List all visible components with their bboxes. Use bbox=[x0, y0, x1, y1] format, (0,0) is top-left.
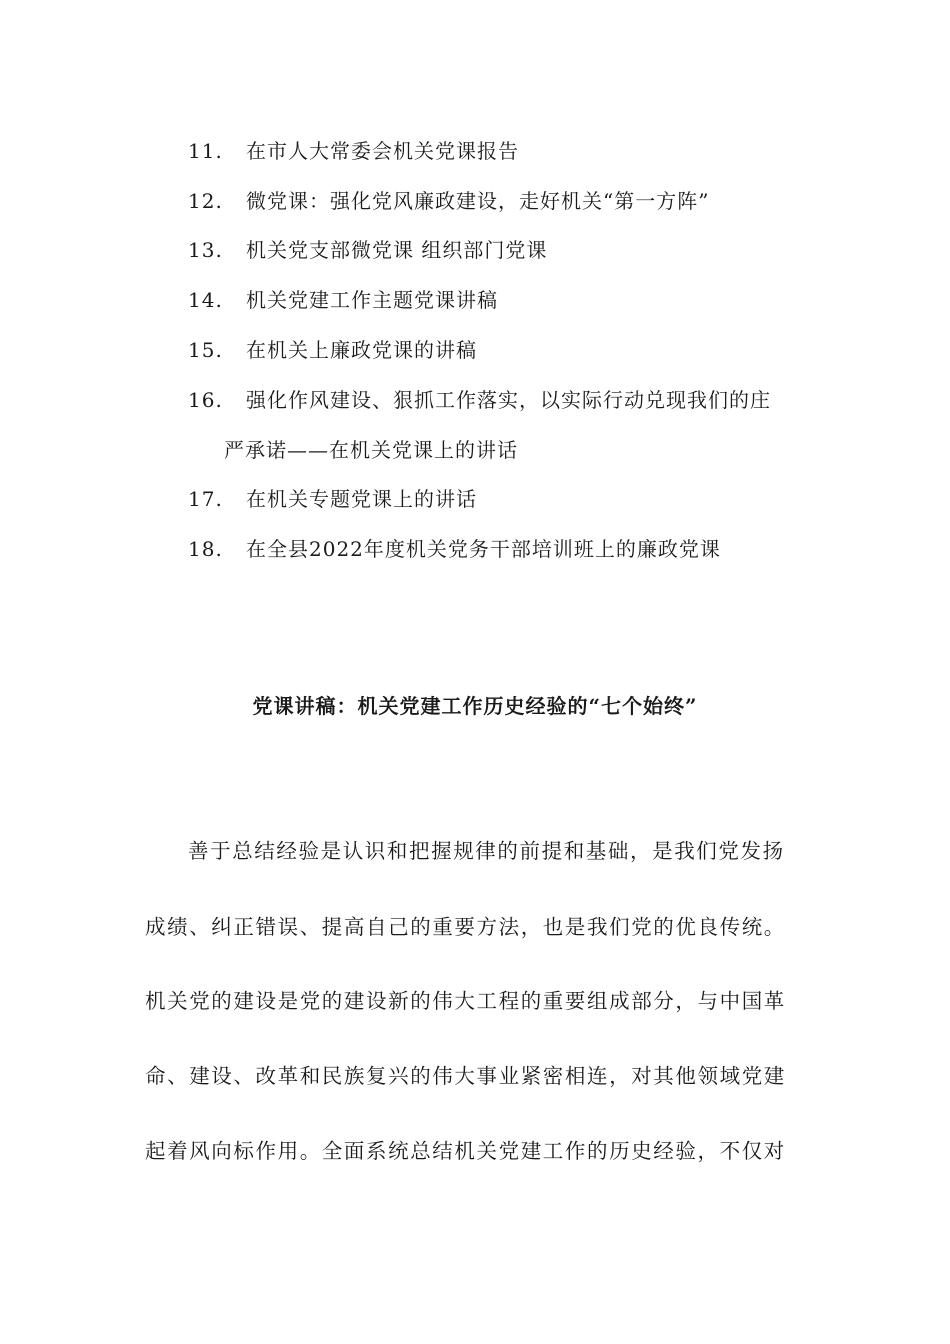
toc-number: 14. bbox=[188, 288, 223, 312]
toc-item-16-continuation: 严承诺——在机关党课上的讲话 bbox=[224, 438, 518, 462]
paragraph-line-1: 善于总结经验是认识和把握规律的前提和基础，是我们党发扬 bbox=[188, 839, 785, 863]
paragraph-line-2: 成绩、纠正错误、提高自己的重要方法，也是我们党的优良传统。 bbox=[145, 915, 786, 939]
toc-number: 16. bbox=[188, 388, 223, 412]
toc-number: 18. bbox=[188, 537, 223, 561]
toc-title: 在全县2022年度机关党务干部培训班上的廉政党课 bbox=[246, 537, 721, 561]
toc-number: 11. bbox=[188, 139, 223, 163]
toc-item-16 bbox=[188, 386, 771, 414]
toc-number: 12. bbox=[188, 189, 223, 213]
paragraph-line-5: 起着风向标作用。全面系统总结机关党建工作的历史经验，不仅对 bbox=[145, 1139, 786, 1163]
toc-item-11 bbox=[188, 137, 519, 165]
paragraph-line-3: 机关党的建设是党的建设新的伟大工程的重要组成部分，与中国革 bbox=[145, 989, 786, 1013]
toc-item-13 bbox=[188, 236, 547, 264]
toc-title: 在机关上廉政党课的讲稿 bbox=[246, 338, 477, 362]
toc-title: 在机关专题党课上的讲话 bbox=[246, 487, 477, 511]
section-heading: 党课讲稿：机关党建工作历史经验的“七个始终” bbox=[252, 694, 698, 718]
toc-title: 强化作风建设、狠抓工作落实，以实际行动兑现我们的庄 bbox=[246, 388, 771, 412]
toc-number: 15. bbox=[188, 338, 223, 362]
toc-title: 微党课：强化党风廉政建设，走好机关“第一方阵” bbox=[246, 189, 710, 213]
toc-number: 13. bbox=[188, 238, 223, 262]
toc-title: 机关党建工作主题党课讲稿 bbox=[246, 288, 498, 312]
toc-title: 在市人大常委会机关党课报告 bbox=[246, 139, 519, 163]
toc-item-14 bbox=[188, 286, 498, 314]
toc-item-15 bbox=[188, 336, 477, 364]
toc-item-17 bbox=[188, 485, 477, 513]
toc-title: 机关党支部微党课 组织部门党课 bbox=[246, 238, 548, 262]
toc-number: 17. bbox=[188, 487, 223, 511]
toc-item-12 bbox=[188, 187, 709, 215]
paragraph-line-4: 命、建设、改革和民族复兴的伟大事业紧密相连，对其他领域党建 bbox=[145, 1064, 786, 1088]
toc-item-18 bbox=[188, 535, 721, 563]
